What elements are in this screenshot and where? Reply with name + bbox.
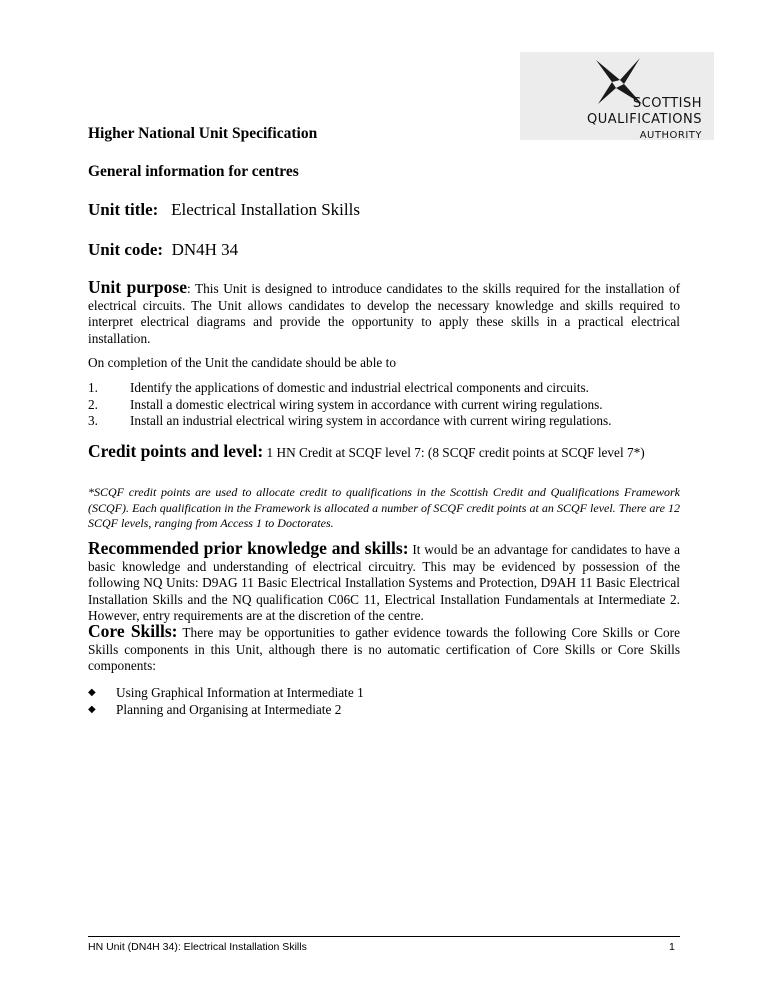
credit-points-text: 1 HN Credit at SCQF level 7: (8 SCQF credit points at SCQF level 7*) xyxy=(263,445,645,460)
credit-points-heading: Credit points and level: xyxy=(88,441,264,461)
outcomes-intro: On completion of the Unit the candidate should be able to xyxy=(88,355,396,370)
outcome-text: Install an industrial electrical wiring system in accordance with current wiring regulations. xyxy=(130,413,612,428)
unit-code-row xyxy=(88,240,238,260)
core-skills-section xyxy=(88,623,680,675)
unit-title-value: Electrical Installation Skills xyxy=(171,200,360,219)
logo-line-authority: AUTHORITY xyxy=(639,130,702,141)
outcome-item xyxy=(88,380,688,397)
outcome-item xyxy=(88,397,688,414)
list-item xyxy=(88,701,364,718)
logo-line-scottish: SCOTTISH xyxy=(632,96,702,111)
footer-text: HN Unit (DN4H 34): Electrical Installation Skills xyxy=(88,941,307,953)
diamond-bullet-icon: ◆ xyxy=(88,704,96,715)
prior-knowledge-section xyxy=(88,540,680,625)
outcome-text: Identify the applications of domestic and industrial electrical components and circuits. xyxy=(130,380,589,395)
prior-knowledge-heading: Recommended prior knowledge and skills: xyxy=(88,538,409,558)
unit-code-value: DN4H 34 xyxy=(171,240,239,259)
spec-heading: Higher National Unit Specification xyxy=(88,125,318,142)
core-skills-heading: Core Skills: xyxy=(88,621,178,641)
core-skills-list xyxy=(88,684,364,718)
unit-code-label: Unit code: xyxy=(88,240,164,259)
credit-points-section xyxy=(88,443,680,462)
core-skill-text: Using Graphical Information at Intermediate 1 xyxy=(116,685,364,700)
scqf-footnote: *SCQF credit points are used to allocate credit to qualifications in the Scottish Credit and Qualifications Framework (SCQF). Each qualification in the Framework is allocated a number of SCQF credit points at an SCQF level. There are 12 SCQF levels, ranging from Access 1 to Doctorates. xyxy=(88,485,680,530)
core-skills-text: There may be opportunities to gather evidence towards the following Core Skills or Core Skills components in this Unit, although there is no automatic certification of Core Skills or Core Skills components: xyxy=(88,625,681,673)
core-skill-text: Planning and Organising at Intermediate 2 xyxy=(116,702,342,717)
list-item xyxy=(88,684,364,701)
page-number: 1 xyxy=(669,941,675,953)
outcome-number: 3. xyxy=(88,413,98,428)
general-info-heading: General information for centres xyxy=(88,163,299,180)
unit-purpose-heading: Unit purpose xyxy=(88,277,187,297)
unit-purpose-text: : This Unit is designed to introduce candidates to the skills required for the installation of electrical circuits. The Unit allows candidates to develop the necessary knowledge and skills required to interpret electrical diagrams and provide the opportunity to apply these skills in a practical electrical installation. xyxy=(88,281,680,346)
unit-purpose-section xyxy=(88,279,680,347)
diamond-bullet-icon: ◆ xyxy=(88,687,96,698)
unit-title-row xyxy=(88,200,360,220)
outcome-number: 2. xyxy=(88,396,98,412)
outcomes-list xyxy=(88,380,688,430)
prior-knowledge-text: It would be an advantage for candidates to have a basic knowledge and understanding of electrical circuitry. This may be evidenced by possession of the following NQ Units: D9AG 11 Basic Electrical Installation Systems and Protection, D9AH 11 Basic Electrical Installation Skills and the NQ qualification C06C 11, Electrical Installation Fundamentals at Intermediate 2. However, entry requirements are at the discretion of the centre. xyxy=(88,542,680,623)
unit-title-label: Unit title: xyxy=(88,200,159,219)
sqa-logo xyxy=(520,52,714,140)
outcome-text: Install a domestic electrical wiring system in accordance with current wiring regulations. xyxy=(130,396,603,412)
logo-line-qualifications: QUALIFICATIONS xyxy=(587,112,702,127)
outcome-item xyxy=(88,413,688,430)
footer-divider xyxy=(88,936,680,937)
outcome-number: 1. xyxy=(88,380,98,395)
